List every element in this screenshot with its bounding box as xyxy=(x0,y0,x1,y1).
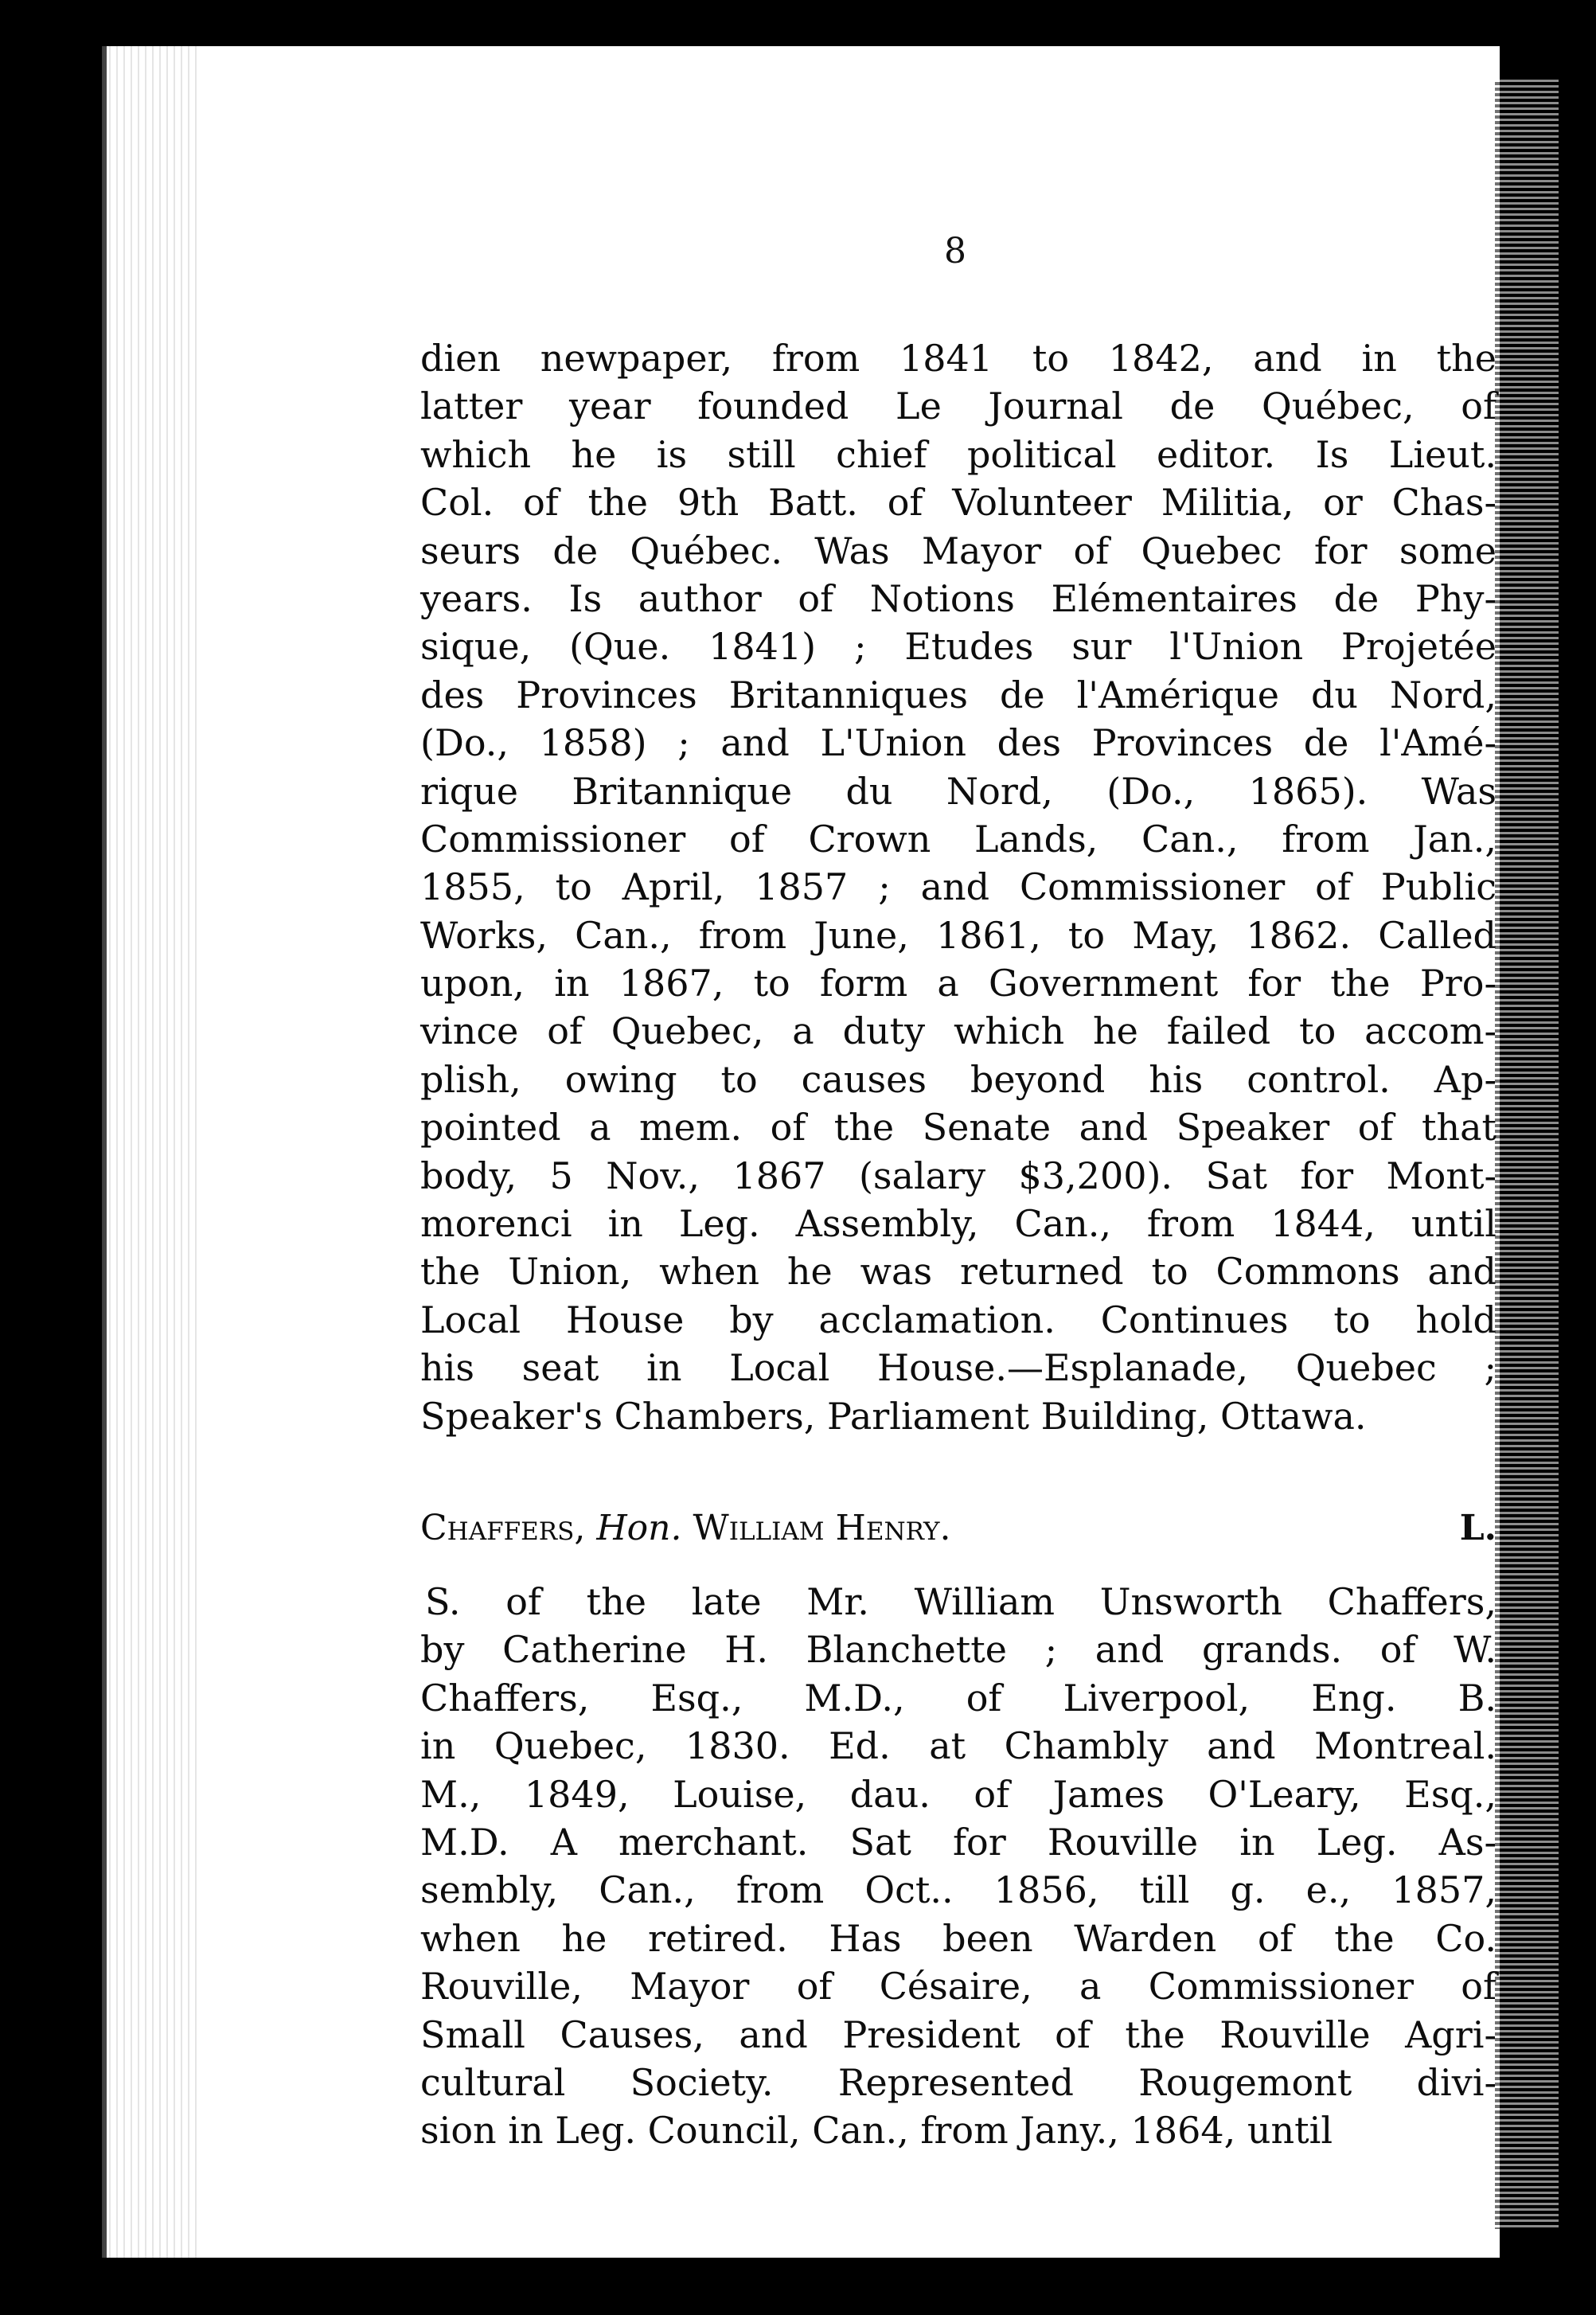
text-line: des Provinces Britanniques de l'Amérique du Nord, xyxy=(420,673,1496,716)
entry-heading xyxy=(420,1508,1496,1548)
text-line: his seat in Local House.—Esplanade, Quebec ; xyxy=(420,1346,1496,1390)
text-line: when he retired. Has been Warden of the Co. xyxy=(420,1916,1496,1960)
text-line: cultural Society. Represented Rougemont divi- xyxy=(420,2060,1496,2104)
text-line: 1855, to April, 1857 ; and Commissioner of Public xyxy=(420,865,1496,909)
entry-honorific: Hon. xyxy=(596,1508,682,1548)
text-line: sembly, Can., from Oct.. 1856, till g. e., 1857, xyxy=(420,1868,1496,1912)
entry-text xyxy=(420,1578,1496,2155)
text-line: plish, owing to causes beyond his control. Ap- xyxy=(420,1057,1496,1101)
text-line: Chaffers, Esq., M.D., of Liverpool, Eng. B. xyxy=(420,1676,1496,1720)
text-line: Speaker's Chambers, Parliament Building, Ottawa. xyxy=(420,1394,1367,1438)
entry-surname: Chaffers, xyxy=(420,1508,586,1548)
entry-house-marker: L. xyxy=(1459,1508,1496,1548)
text-line: in Quebec, 1830. Ed. at Chambly and Montreal. xyxy=(420,1724,1496,1768)
text-line: Col. of the 9th Batt. of Volunteer Militia, or Chas- xyxy=(420,481,1496,525)
text-line: M.D. A merchant. Sat for Rouville in Leg. As- xyxy=(420,1820,1496,1864)
text-line: body, 5 Nov., 1867 (salary $3,200). Sat for Mont- xyxy=(420,1154,1496,1197)
text-line: the Union, when he was returned to Commons and xyxy=(420,1250,1496,1294)
text-line: Rouville, Mayor of Césaire, a Commissioner of xyxy=(420,1965,1496,2009)
text-line: latter year founded Le Journal de Québec, of xyxy=(420,385,1496,428)
text-line: S. of the late Mr. William Unsworth Chaffers, xyxy=(425,1580,1496,1623)
text-line: (Do., 1858) ; and L'Union des Provinces de l'Amé- xyxy=(420,721,1496,765)
text-line: pointed a mem. of the Senate and Speaker of that xyxy=(420,1106,1496,1150)
text-line: which he is still chief political editor. Is Lieut. xyxy=(420,432,1496,476)
text-line: seurs de Québec. Was Mayor of Quebec for some xyxy=(420,529,1496,572)
text-line: by Catherine H. Blanchette ; and grands. of W. xyxy=(420,1628,1496,1672)
text-line: dien newpaper, from 1841 to 1842, and in the xyxy=(420,337,1496,380)
text-line: rique Britannique du Nord, (Do., 1865). Was xyxy=(420,769,1496,813)
text-line: sique, (Que. 1841) ; Etudes sur l'Union Projetée xyxy=(420,625,1496,669)
text-line: Works, Can., from June, 1861, to May, 1862. Called xyxy=(420,913,1496,957)
text-line: Commissioner of Crown Lands, Can., from Jan., xyxy=(420,817,1496,861)
text-line: vince of Quebec, a duty which he failed to accom- xyxy=(420,1009,1496,1053)
text-line: years. Is author of Notions Elémentaires de Phy- xyxy=(420,576,1496,620)
text-line: M., 1849, Louise, dau. of James O'Leary, Esq., xyxy=(420,1772,1496,1816)
text-line: upon, in 1867, to form a Government for the Pro- xyxy=(420,962,1496,1005)
page-edge-shadow xyxy=(1495,80,1559,2229)
entry-given-names: William Henry. xyxy=(693,1508,951,1548)
entry-continued-text xyxy=(420,334,1496,1440)
page-number: 8 xyxy=(944,231,966,271)
text-line: morenci in Leg. Assembly, Can., from 1844, until xyxy=(420,1202,1496,1246)
text-line: sion in Leg. Council, Can., from Jany., 1864, until xyxy=(420,2109,1333,2153)
text-line: Local House by acclamation. Continues to hold xyxy=(420,1298,1496,1341)
text-line: Small Causes, and President of the Rouville Agri- xyxy=(420,2012,1496,2056)
page-gutter xyxy=(102,46,197,2258)
